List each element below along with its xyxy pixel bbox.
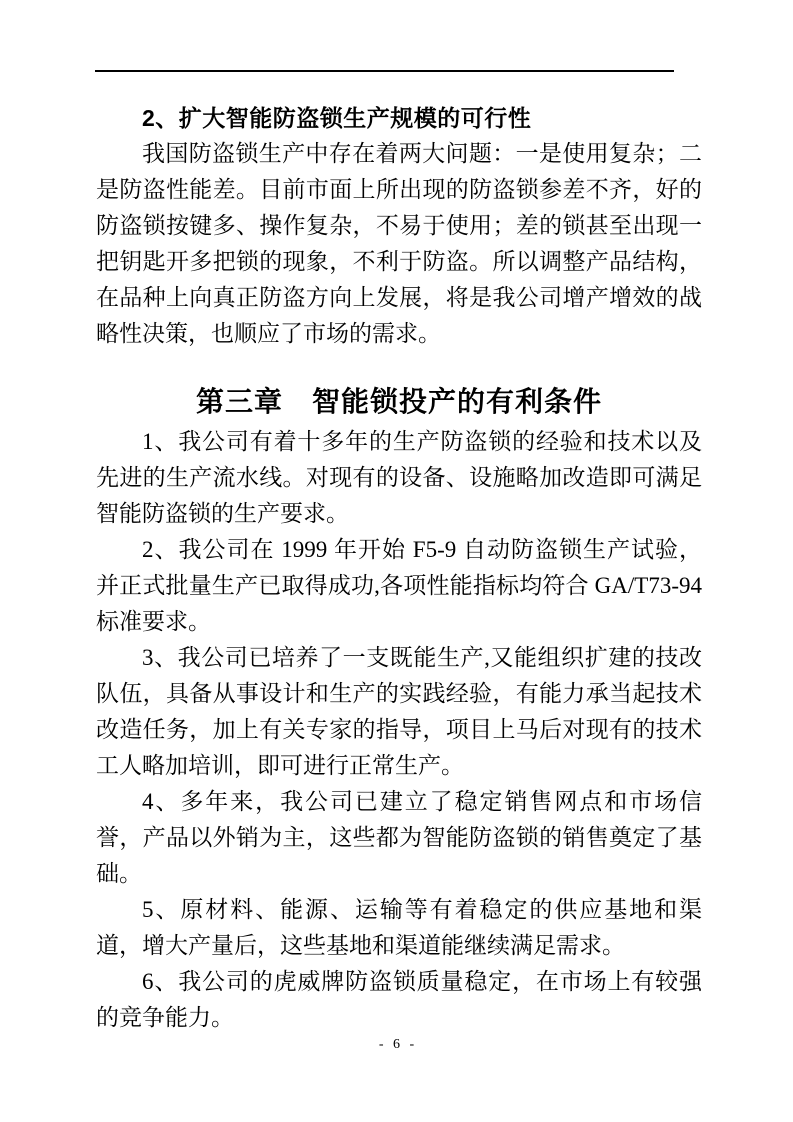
section-heading: 2、扩大智能防盗锁生产规模的可行性: [142, 105, 532, 131]
page-footer: [0, 1036, 793, 1054]
page-number: - 6 -: [378, 1037, 415, 1052]
header-rule: [95, 70, 674, 72]
chapter-heading: 第三章 智能锁投产的有利条件: [195, 386, 602, 417]
chapter-item-4: 4、多年来，我公司已建立了稳定销售网点和市场信誉，产品以外销为主，这些都为智能防盗锁的销售奠定了基础。: [96, 789, 702, 886]
chapter-item-5: 5、原材料、能源、运输等有着稳定的供应基地和渠道，增大产量后，这些基地和渠道能继续满足需求。: [96, 897, 702, 958]
section-body-paragraph: 我国防盗锁生产中存在着两大问题：一是使用复杂；二是防盗性能差。目前市面上所出现的防盗锁参差不齐，好的防盗锁按键多、操作复杂，不易于使用；差的锁甚至出现一把钥匙开多把锁的现象，不利于防盗。所以调整产品结构，在品种上向真正防盗方向上发展，将是我公司增产增效的战略性决策，也顺应了市场的需求。: [96, 141, 702, 346]
chapter-item-6: 6、我公司的虎威牌防盗锁质量稳定，在市场上有较强的竞争能力。: [96, 969, 702, 1030]
chapter-item-3: 3、我公司已培养了一支既能生产,又能组织扩建的技改队伍，具备从事设计和生产的实践经验，有能力承当起技术改造任务，加上有关专家的指导，项目上马后对现有的技术工人略加培训，即可进行正常生产。: [96, 645, 702, 778]
chapter-item-2: 2、我公司在 1999 年开始 F5-9 自动防盗锁生产试验，并正式批量生产已取得成功,各项性能指标均符合 GA/T73-94 标准要求。: [96, 537, 702, 634]
document-content: [96, 100, 702, 1036]
chapter-item-1: 1、我公司有着十多年的生产防盗锁的经验和技术以及先进的生产流水线。对现有的设备、设施略加改造即可满足智能防盗锁的生产要求。: [96, 429, 702, 526]
